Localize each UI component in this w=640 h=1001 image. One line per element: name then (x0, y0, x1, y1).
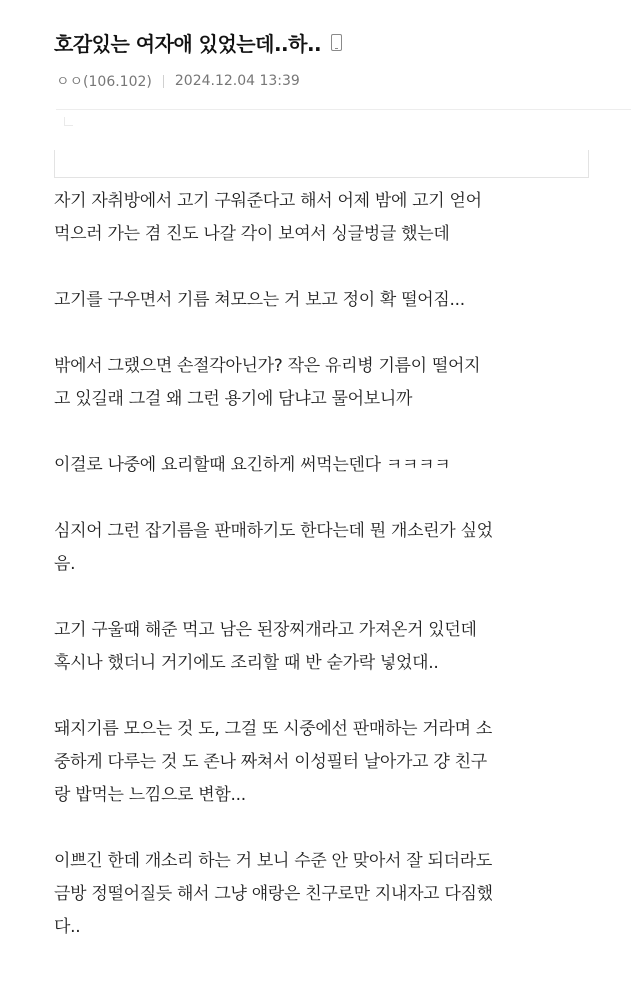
post-datetime: 2024.12.04 13:39 (174, 73, 300, 89)
meta-divider (163, 75, 164, 88)
post-body (54, 185, 634, 977)
post-title: 호감있는 여자애 있었는데..하.. (54, 32, 322, 56)
embedded-content-box (54, 150, 589, 178)
body-paragraph: 고기를 구우면서 기름 쳐모으는 거 보고 정이 확 떨어짐... (54, 290, 465, 310)
body-paragraph: 밖에서 그랬으면 손절각아닌가? 작은 유리병 기름이 떨어지 고 있길래 그걸 왜 그런 용기에 담냐고 물어보니까 (54, 356, 481, 409)
post-title-row (54, 28, 342, 57)
body-paragraph: 이쁘긴 한데 개소리 하는 거 보니 수준 안 맞아서 잘 되더라도 금방 정떨어질듯 해서 그냥 얘랑은 친구로만 지내자고 다짐했 다.. (54, 851, 493, 937)
body-paragraph: 자기 자취방에서 고기 구워준다고 해서 어제 밤에 고기 얻어 먹으러 가는 겸 진도 나갈 각이 보여서 싱글벙글 했는데 (54, 191, 482, 244)
post-meta (56, 71, 300, 91)
body-paragraph: 이걸로 나중에 요리할때 요긴하게 써먹는덴다 ㅋㅋㅋㅋ (54, 455, 451, 475)
faint-corner-mark (64, 117, 73, 126)
author-name[interactable]: ㅇㅇ(106.102) (56, 74, 152, 90)
mobile-phone-icon (331, 34, 342, 51)
body-paragraph: 고기 구울때 해준 먹고 남은 된장찌개라고 가져온거 있던데 혹시나 했더니 거기에도 조리할 때 반 숟가락 넣었대.. (54, 620, 477, 673)
header-divider (56, 109, 631, 110)
body-paragraph: 심지어 그런 잡기름을 판매하기도 한다는데 뭔 개소린가 싶었 음. (54, 521, 493, 574)
body-paragraph: 돼지기름 모으는 것 도, 그걸 또 시중에선 판매하는 거라며 소 중하게 다루는 것 도 존나 짜쳐서 이성필터 날아가고 걍 친구 랑 밥먹는 느낌으로 변함... (54, 719, 492, 805)
